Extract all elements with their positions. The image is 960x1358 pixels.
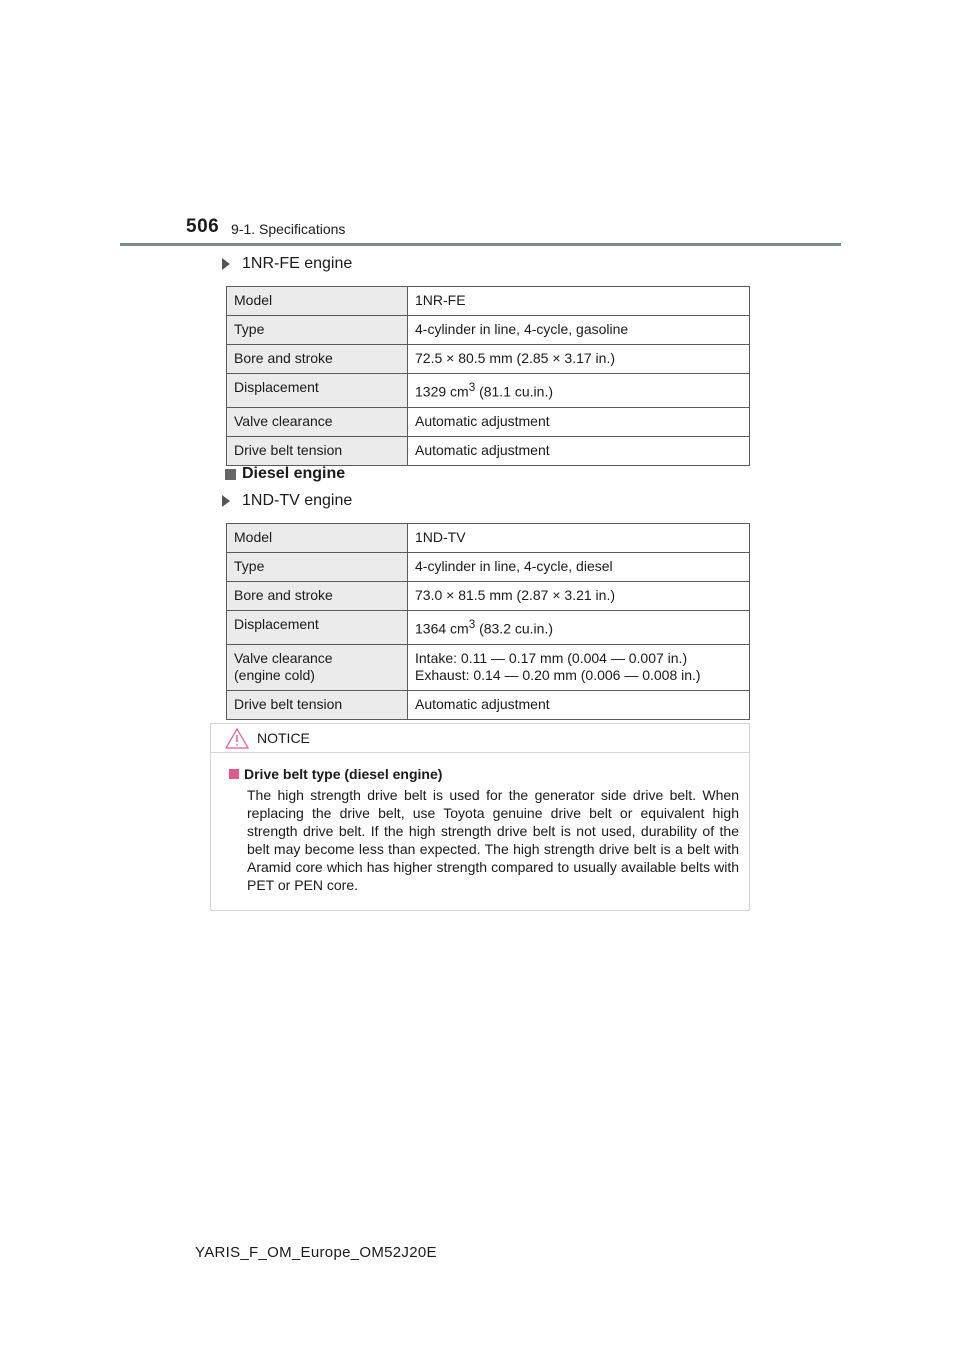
spec-value-line: Intake: 0.11 — 0.17 mm (0.004 — 0.007 in.) <box>415 649 688 666</box>
spec-label: Bore and stroke <box>227 582 408 611</box>
table-row <box>227 436 750 465</box>
spec-label: Drive belt tension <box>227 436 408 465</box>
section-title: 9-1. Specifications <box>231 221 346 237</box>
table-row <box>227 374 750 408</box>
subheading-1nd-tv <box>222 492 352 510</box>
diesel-engine-heading <box>225 465 345 483</box>
spec-value: 4-cylinder in line, 4-cycle, gasoline <box>408 316 750 345</box>
table-row <box>227 524 750 553</box>
spec-value: Automatic adjustment <box>408 690 750 719</box>
spec-value: 4-cylinder in line, 4-cycle, diesel <box>408 553 750 582</box>
table-row <box>227 345 750 374</box>
spec-value: 1ND-TV <box>408 524 750 553</box>
square-bullet-icon <box>225 469 236 480</box>
displacement-unit: (83.2 cu.in.) <box>475 620 554 637</box>
table-row <box>227 611 750 645</box>
table-row <box>227 690 750 719</box>
diesel-engine-heading-text: Diesel engine <box>242 465 346 482</box>
spec-label-line: (engine cold) <box>234 666 315 683</box>
spec-value: 1NR-FE <box>408 287 750 316</box>
subheading-1nd-tv-text: 1ND-TV engine <box>242 492 353 509</box>
displacement-unit: (81.1 cu.in.) <box>475 383 554 400</box>
displacement-value: 1329 cm <box>415 383 469 400</box>
subheading-1nr-fe <box>222 255 352 273</box>
notice-header <box>211 724 749 753</box>
spec-value <box>408 374 750 408</box>
triangle-bullet-icon <box>222 495 230 507</box>
spec-value <box>408 644 750 690</box>
spec-value: 73.0 × 81.5 mm (2.87 × 3.21 in.) <box>408 582 750 611</box>
superscript: 3 <box>468 618 476 631</box>
warning-triangle-icon <box>225 728 249 749</box>
spec-value: 72.5 × 80.5 mm (2.85 × 3.17 in.) <box>408 345 750 374</box>
spec-label: Bore and stroke <box>227 345 408 374</box>
triangle-bullet-icon <box>222 258 230 270</box>
notice-item-heading <box>229 766 739 782</box>
spec-label: Drive belt tension <box>227 690 408 719</box>
notice-body <box>211 753 749 894</box>
spec-value: Automatic adjustment <box>408 436 750 465</box>
table-row <box>227 287 750 316</box>
spec-label: Type <box>227 316 408 345</box>
spec-label: Displacement <box>227 374 408 408</box>
table-row <box>227 553 750 582</box>
notice-box <box>210 723 750 911</box>
notice-title: NOTICE <box>257 730 310 746</box>
spec-value-line: Exhaust: 0.14 — 0.20 mm (0.006 — 0.008 in.) <box>415 666 701 683</box>
notice-item-title: Drive belt type (diesel engine) <box>244 766 443 782</box>
spec-value <box>408 611 750 645</box>
table-row <box>227 407 750 436</box>
spec-label <box>227 644 408 690</box>
spec-table-1nd-tv <box>226 523 750 720</box>
notice-text: The high strength drive belt is used for the generator side drive belt. When replacing the drive belt, use Toyota genuine drive belt or equivalent high strength drive belt. If the high strength drive belt is not used, durability of the belt may become less than expected. The high strength drive belt is a belt with Aramid core which has higher strength compared to usually available belts with PET or PEN core. <box>247 787 739 893</box>
spec-label: Valve clearance <box>227 407 408 436</box>
document-id: YARIS_F_OM_Europe_OM52J20E <box>195 1244 437 1261</box>
spec-label: Model <box>227 524 408 553</box>
subheading-1nr-fe-text: 1NR-FE engine <box>242 255 353 272</box>
spec-label-line: Valve clearance <box>234 649 333 666</box>
spec-label: Model <box>227 287 408 316</box>
page-number: 506 <box>186 216 220 237</box>
spec-label: Type <box>227 553 408 582</box>
square-bullet-icon <box>229 769 239 779</box>
table-row <box>227 644 750 690</box>
table-row <box>227 582 750 611</box>
spec-table-1nr-fe <box>226 286 750 466</box>
superscript: 3 <box>468 381 476 394</box>
spec-label: Displacement <box>227 611 408 645</box>
header-rule <box>120 243 841 246</box>
displacement-value: 1364 cm <box>415 620 469 637</box>
table-row <box>227 316 750 345</box>
spec-value: Automatic adjustment <box>408 407 750 436</box>
